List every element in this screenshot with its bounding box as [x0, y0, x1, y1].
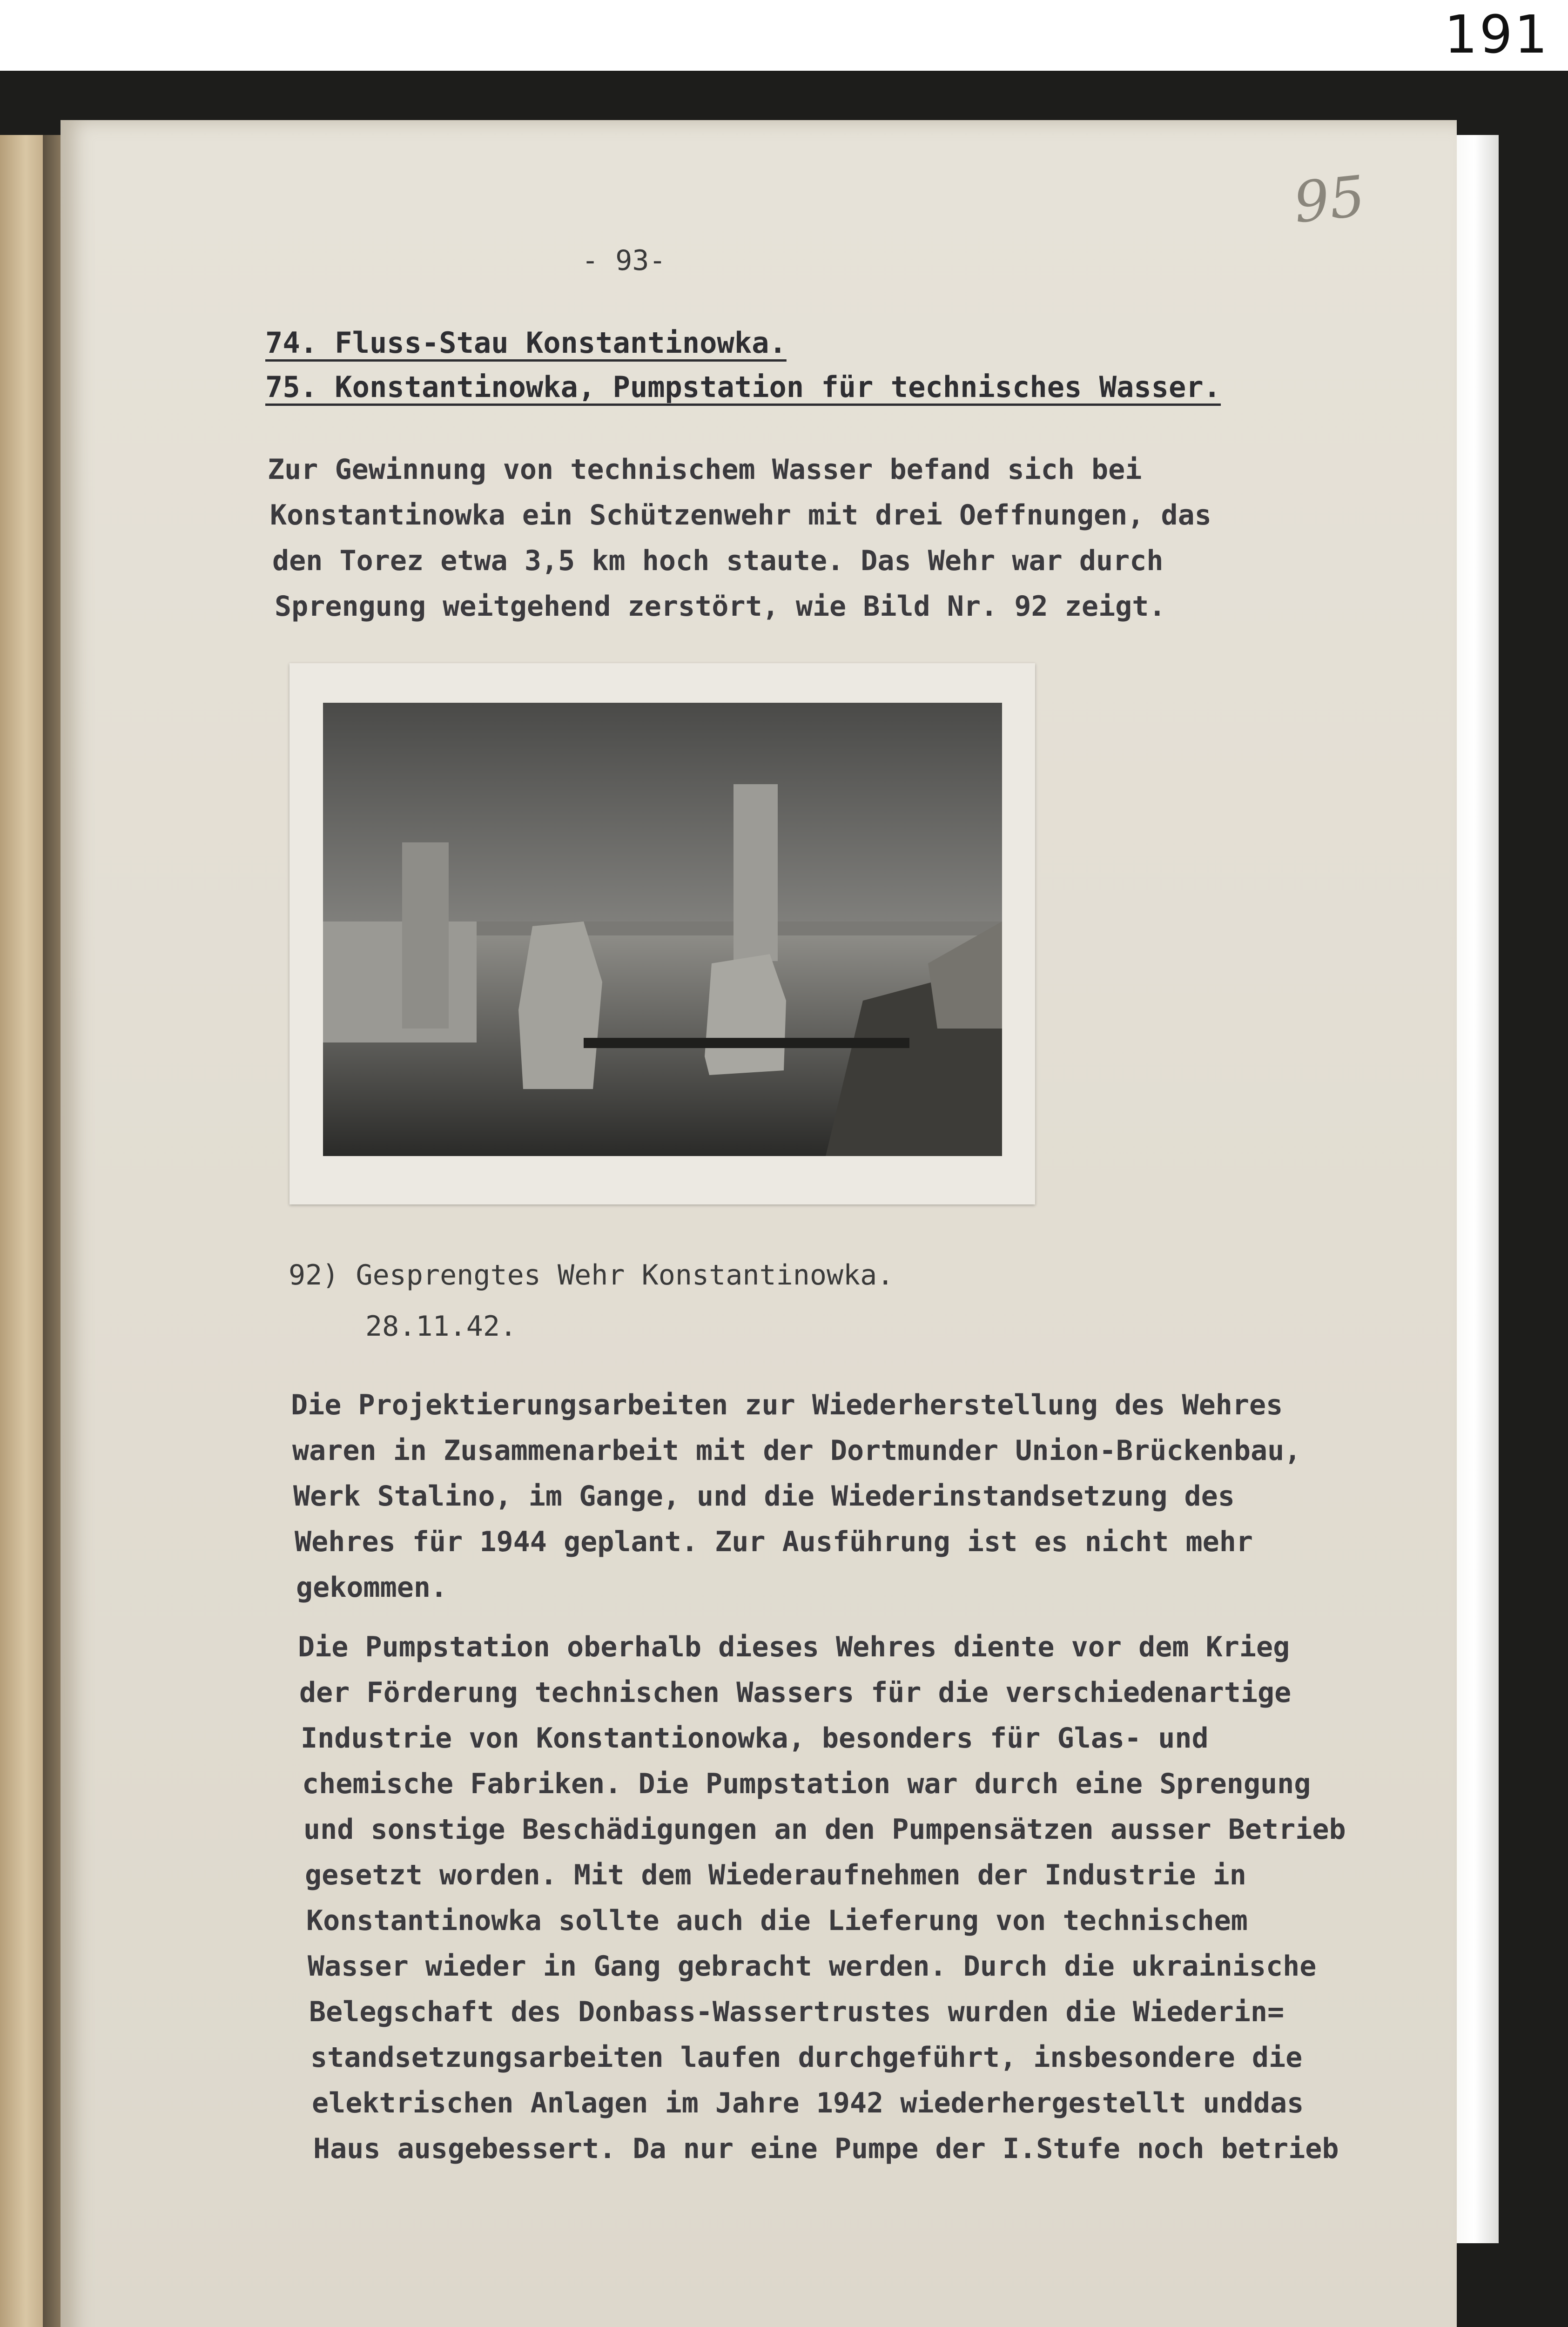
scan-number: 191: [1444, 5, 1549, 65]
paragraph-line: Die Projektierungsarbeiten zur Wiederherstellung des Wehres: [291, 1389, 1283, 1421]
left-page-edge: [0, 135, 43, 2327]
paragraph-line: der Förderung technischen Wassers für die verschiedenartige: [299, 1676, 1292, 1709]
paragraph-line: Haus ausgebessert. Da nur eine Pumpe der I.Stufe noch betrieb: [313, 2132, 1339, 2165]
paragraph-line: gekommen.: [296, 1571, 448, 1604]
typed-page-number: - 93-: [582, 244, 666, 277]
paragraph-line: Industrie von Konstantionowka, besonders für Glas- und: [301, 1722, 1209, 1755]
paragraph-line: Wehres für 1944 geplant. Zur Ausführung ist es nicht mehr: [295, 1526, 1253, 1558]
paragraph-line: und sonstige Beschädigungen an den Pumpensätzen ausser Betrieb: [303, 1813, 1346, 1846]
paragraph-line: chemische Fabriken. Die Pumpstation war durch eine Sprengung: [302, 1768, 1311, 1800]
photo-caption: 92) Gesprengtes Wehr Konstantinowka.: [289, 1259, 894, 1291]
paragraph-line: Konstantinowka sollte auch die Lieferung von technischem: [306, 1904, 1248, 1937]
photo-mount: [289, 663, 1035, 1204]
paragraph-line: elektrischen Anlagen im Jahre 1942 wiederhergestellt unddas: [312, 2087, 1304, 2119]
paragraph-line: Zur Gewinnung von technischem Wasser befand sich bei: [268, 453, 1142, 486]
scan-header: [0, 0, 1568, 71]
paragraph-line: Sprengung weitgehend zerstört, wie Bild Nr. 92 zeigt.: [275, 590, 1166, 623]
paragraph-line: Belegschaft des Donbass-Wassertrustes wurden die Wiederin=: [309, 1996, 1285, 2028]
heading-74: 74. Fluss-Stau Konstantinowka.: [265, 326, 787, 360]
paragraph-line: waren in Zusammenarbeit mit der Dortmunder Union-Brückenbau,: [292, 1434, 1301, 1467]
paragraph-line: Die Pumpstation oberhalb dieses Wehres diente vor dem Krieg: [298, 1631, 1290, 1663]
paragraph-line: Konstantinowka ein Schützenwehr mit drei Oeffnungen, das: [270, 499, 1211, 531]
paragraph-line: standsetzungsarbeiten laufen durchgeführt, insbesondere die: [310, 2041, 1303, 2074]
paragraph-line: gesetzt worden. Mit dem Wiederaufnehmen der Industrie in: [305, 1859, 1246, 1891]
heading-75: 75. Konstantinowka, Pumpstation für technisches Wasser.: [265, 370, 1221, 404]
pencil-page-number: 95: [1291, 164, 1368, 236]
book-spine: [43, 135, 62, 2327]
paragraph-line: Wasser wieder in Gang gebracht werden. Durch die ukrainische: [308, 1950, 1317, 1983]
photo-caption-date: 28.11.42.: [365, 1310, 517, 1343]
paragraph-line: Werk Stalino, im Gange, und die Wiederinstandsetzung des: [293, 1480, 1235, 1513]
paragraph-line: den Torez etwa 3,5 km hoch staute. Das Wehr war durch: [272, 545, 1164, 577]
dam-photograph: [323, 703, 1002, 1156]
